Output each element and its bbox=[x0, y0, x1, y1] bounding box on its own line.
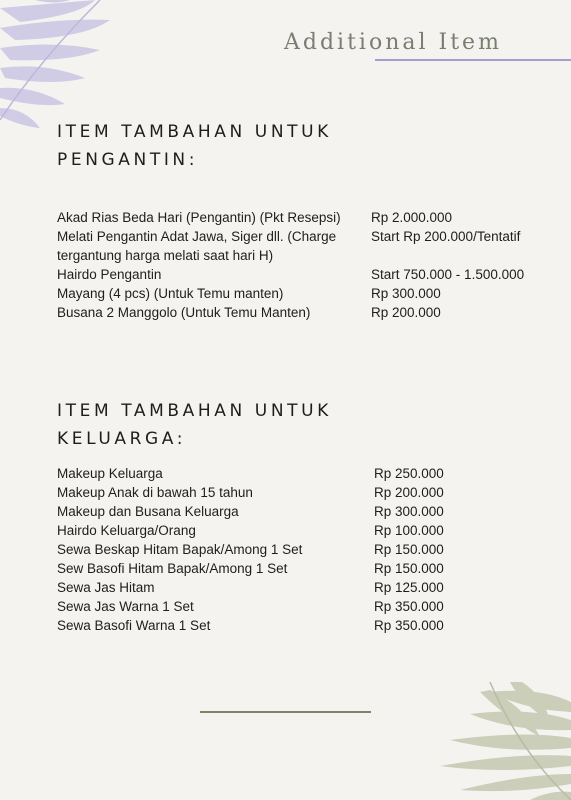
list-item bbox=[57, 208, 453, 227]
bottom-divider bbox=[200, 711, 371, 713]
item-name: Makeup dan Busana Keluarga bbox=[57, 504, 239, 519]
palm-leaf-bottom-right-icon bbox=[430, 682, 571, 800]
page-title: Additional Item bbox=[284, 30, 502, 55]
item-price: Rp 300.000 bbox=[374, 504, 444, 519]
list-item bbox=[57, 284, 441, 303]
section-heading-line: ITEM TAMBAHAN UNTUK bbox=[57, 401, 332, 421]
item-name: Makeup Keluarga bbox=[57, 466, 163, 481]
item-name: Sewa Basofi Warna 1 Set bbox=[57, 618, 211, 633]
list-item bbox=[57, 597, 444, 616]
item-name: Busana 2 Manggolo (Untuk Temu Manten) bbox=[57, 305, 311, 320]
item-price: Start Rp 200.000/Tentatif bbox=[371, 229, 521, 244]
item-price: Start 750.000 - 1.500.000 bbox=[371, 267, 525, 282]
list-item bbox=[57, 559, 444, 578]
item-name: Sewa Jas Hitam bbox=[57, 580, 155, 595]
section-heading-line: PENGANTIN: bbox=[57, 150, 199, 170]
section-heading-line: ITEM TAMBAHAN UNTUK bbox=[57, 122, 332, 142]
item-name: Hairdo Keluarga/Orang bbox=[57, 523, 196, 538]
section-heading-keluarga bbox=[57, 397, 332, 453]
item-price: Rp 250.000 bbox=[374, 466, 444, 481]
list-item bbox=[57, 540, 444, 559]
item-name: Sew Basofi Hitam Bapak/Among 1 Set bbox=[57, 561, 288, 576]
item-price: Rp 100.000 bbox=[374, 523, 444, 538]
list-item bbox=[57, 578, 444, 597]
list-item bbox=[57, 521, 444, 540]
item-price: Rp 200.000 bbox=[371, 305, 441, 320]
item-price: Rp 125.000 bbox=[374, 580, 444, 595]
item-price: Rp 150.000 bbox=[374, 561, 444, 576]
list-item bbox=[57, 303, 441, 322]
item-name: Sewa Beskap Hitam Bapak/Among 1 Set bbox=[57, 542, 303, 557]
section-heading-pengantin bbox=[57, 118, 332, 174]
item-price: Rp 2.000.000 bbox=[371, 210, 453, 225]
item-price: Rp 200.000 bbox=[374, 485, 444, 500]
item-name: Sewa Jas Warna 1 Set bbox=[57, 599, 194, 614]
title-underline bbox=[375, 59, 571, 61]
list-item bbox=[57, 483, 444, 502]
list-item bbox=[57, 464, 444, 483]
item-price: Rp 150.000 bbox=[374, 542, 444, 557]
item-price: Rp 350.000 bbox=[374, 618, 444, 633]
keluarga-price-list bbox=[57, 464, 444, 635]
section-heading-line: KELUARGA: bbox=[57, 429, 187, 449]
item-price: Rp 350.000 bbox=[374, 599, 444, 614]
item-name: Akad Rias Beda Hari (Pengantin) (Pkt Resepsi) bbox=[57, 210, 341, 225]
item-name: Hairdo Pengantin bbox=[57, 267, 162, 282]
list-item bbox=[57, 616, 444, 635]
list-item bbox=[57, 227, 521, 265]
list-item bbox=[57, 265, 525, 284]
item-price: Rp 300.000 bbox=[371, 286, 441, 301]
item-name: Melati Pengantin Adat Jawa, Siger dll. (Charge tergantung harga melati saat hari H) bbox=[57, 229, 337, 263]
item-name: Makeup Anak di bawah 15 tahun bbox=[57, 485, 253, 500]
list-item bbox=[57, 502, 444, 521]
pengantin-price-list bbox=[57, 208, 525, 322]
item-name: Mayang (4 pcs) (Untuk Temu manten) bbox=[57, 286, 284, 301]
